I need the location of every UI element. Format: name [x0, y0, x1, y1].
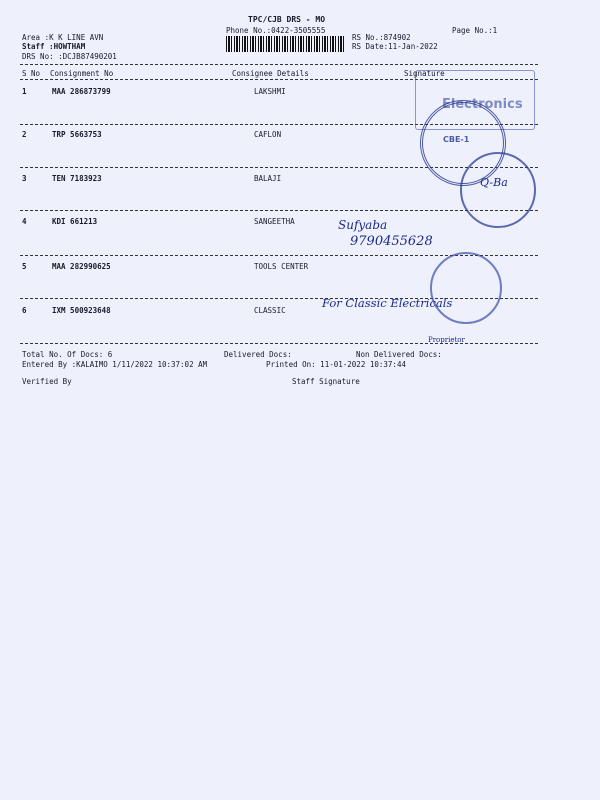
caflon-stamp: CBE-1 — [420, 100, 506, 186]
row-consignee: BALAJI — [254, 174, 282, 183]
handwritten-phone: 9790455628 — [350, 234, 433, 249]
row-consignment: IXM 500923648 — [52, 306, 111, 315]
row-consignee: SANGEETHA — [254, 217, 295, 226]
tools-center-stamp — [430, 252, 502, 324]
drs-number: DRS No: :DCJB87490201 — [22, 52, 117, 61]
signature-balaji: Q-Ba — [480, 176, 508, 189]
printed-on: Printed On: 11-01-2022 10:37:44 — [266, 360, 406, 369]
row-sno: 5 — [22, 262, 27, 271]
row-consignee: CAFLON — [254, 130, 282, 139]
delivered-docs: Delivered Docs: — [224, 350, 292, 359]
row-sno: 6 — [22, 306, 27, 315]
handwritten-classic: For Classic Electricals — [322, 296, 453, 310]
col-consignment: Consignment No — [50, 69, 114, 78]
row-consignment: MAA 282990625 — [52, 262, 111, 271]
row-sno: 1 — [22, 87, 27, 96]
rs-number: RS No.:874902 — [352, 33, 411, 42]
row-consignee: CLASSIC — [254, 306, 286, 315]
col-consignee: Consignee Details — [232, 69, 309, 78]
row-divider — [20, 210, 538, 211]
row-consignee: LAKSHMI — [254, 87, 286, 96]
non-delivered-docs: Non Delivered Docs: — [356, 350, 442, 359]
row-consignment: TRP 5663753 — [52, 130, 102, 139]
row-consignment: KDI 661213 — [52, 217, 98, 226]
page-number: Page No.:1 — [452, 26, 498, 35]
area-label: Area :K K LINE AVN — [22, 33, 104, 42]
col-signature: Signature — [404, 69, 445, 78]
row-sno: 4 — [22, 217, 27, 226]
row-sno: 3 — [22, 174, 27, 183]
total-docs: Total No. Of Docs: 6 — [22, 350, 113, 359]
document-title: TPC/CJB DRS - MO — [248, 15, 326, 24]
entered-by: Entered By :KALAIMO 1/11/2022 10:37:02 AM — [22, 360, 208, 369]
handwritten-proprietor: Proprietor — [428, 336, 465, 344]
signature-sangeetha: Sufyaba — [338, 218, 388, 232]
phone-number: Phone No.:0422-3505555 — [226, 26, 326, 35]
divider — [20, 64, 538, 65]
verified-by: Verified By — [22, 377, 72, 386]
rs-date: RS Date:11-Jan-2022 — [352, 42, 438, 51]
col-sno: S No — [22, 69, 41, 78]
row-consignment: TEN 7183923 — [52, 174, 102, 183]
staff-signature: Staff Signature — [292, 377, 360, 386]
staff-label: Staff :HOWTHAM — [22, 42, 86, 51]
electronics-stamp: Electronics — [415, 70, 535, 130]
row-consignment: MAA 286873799 — [52, 87, 111, 96]
barcode — [226, 36, 344, 52]
row-consignee: TOOLS CENTER — [254, 262, 309, 271]
row-sno: 2 — [22, 130, 27, 139]
balaji-stamp — [460, 152, 536, 228]
